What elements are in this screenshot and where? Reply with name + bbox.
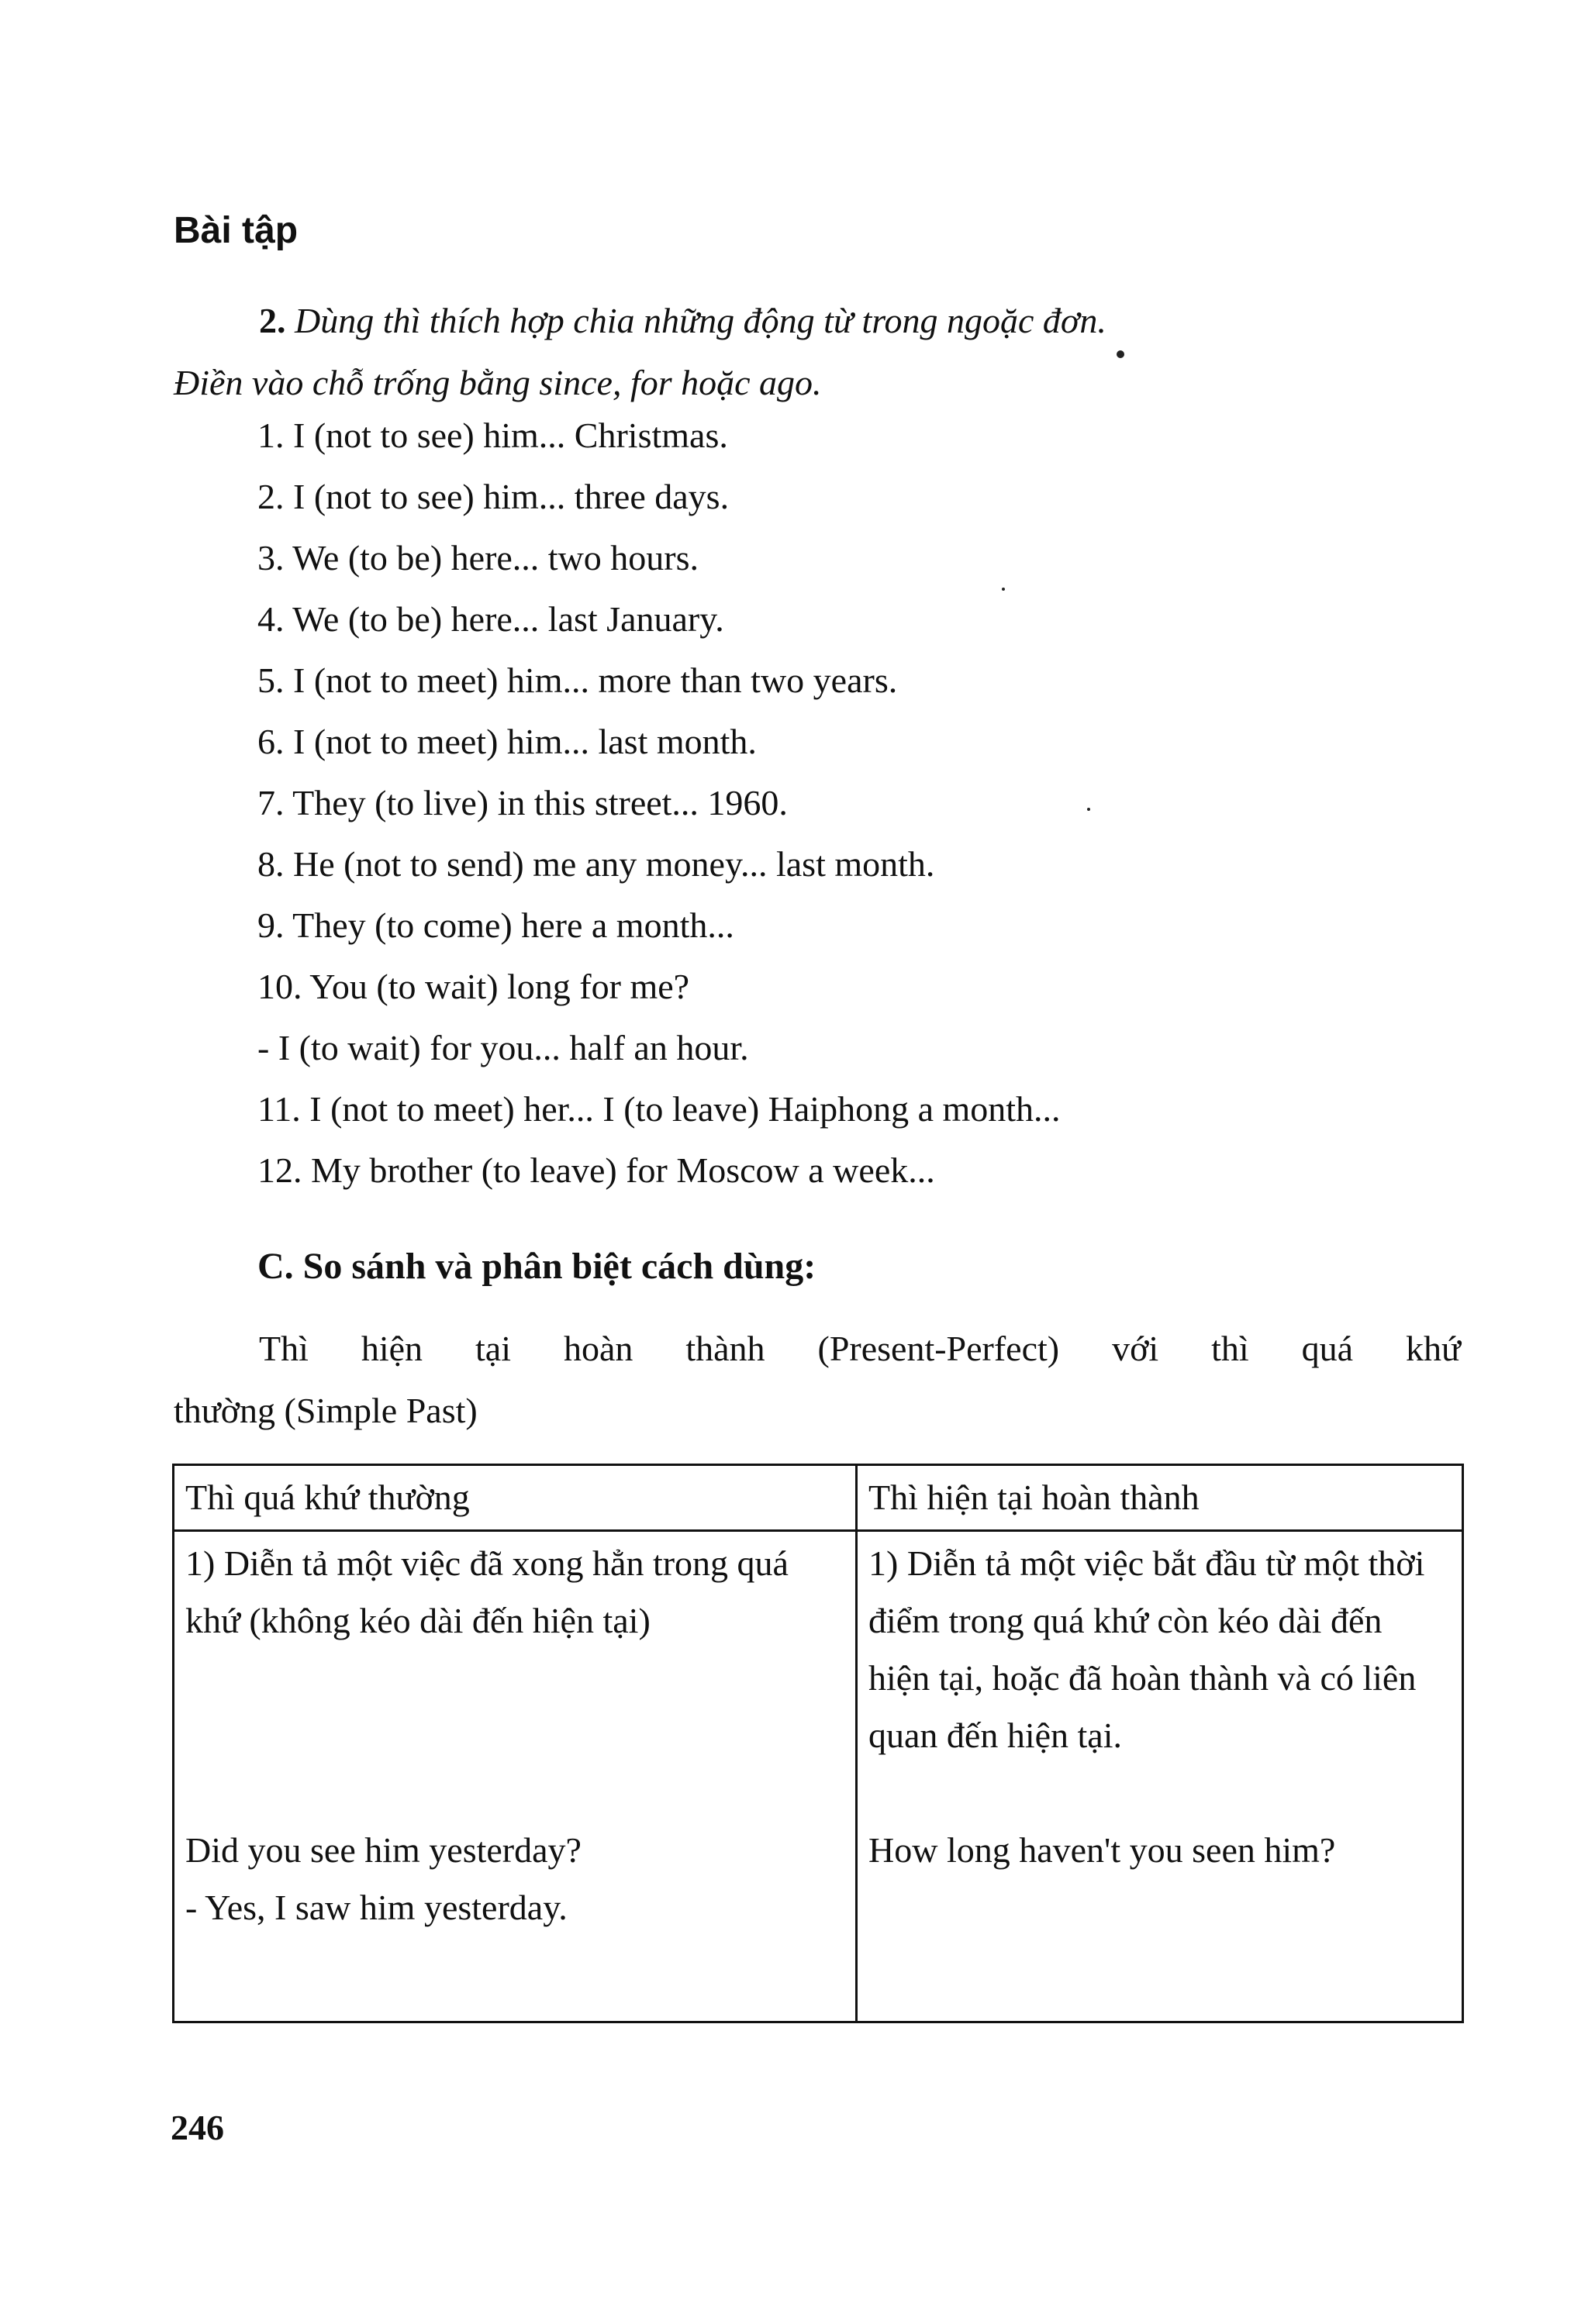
section-c-title: C. So sánh và phân biệt cách dùng: [257, 1246, 816, 1287]
simple-past-example-2: - Yes, I saw him yesterday. [185, 1888, 568, 1927]
simple-past-description: 1) Diễn tả một việc đã xong hẳn trong quá khứ (không kéo dài đến hiện tại) [185, 1543, 789, 1640]
header-simple-past: Thì quá khứ thường [174, 1465, 857, 1531]
exercise-item: 11. I (not to meet) her... I (to leave) Haiphong a month... [257, 1089, 1061, 1129]
table-row [174, 1531, 1463, 2022]
instruction-text-1: Dùng thì thích hợp chia những động từ trong ngoặc đơn. [295, 301, 1106, 340]
exercise-instruction [174, 290, 1461, 414]
print-speck [1117, 350, 1124, 358]
present-perfect-example-1: How long haven't you seen him? [868, 1830, 1336, 1870]
simple-past-example-1: Did you see him yesterday? [185, 1830, 582, 1870]
exercise-item: 6. I (not to meet) him... last month. [257, 722, 757, 761]
exercise-item: 1. I (not to see) him... Christmas. [257, 415, 728, 455]
header-present-perfect: Thì hiện tại hoàn thành [857, 1465, 1463, 1531]
instruction-line-1 [174, 290, 1461, 352]
exercise-item: 4. We (to be) here... last January. [257, 599, 724, 639]
simple-past-cell [174, 1531, 857, 2022]
exercise-item: 10. You (to wait) long for me? [257, 967, 690, 1006]
instruction-line-2: Điền vào chỗ trống bằng since, for hoặc ago. [174, 363, 822, 402]
present-perfect-cell [857, 1531, 1463, 2022]
print-speck [1002, 588, 1005, 591]
exercise-number: 2. [259, 301, 286, 340]
exercise-item: 8. He (not to send) me any money... last month. [257, 844, 935, 884]
exercise-item: 2. I (not to see) him... three days. [257, 477, 730, 516]
print-speck [1087, 808, 1090, 811]
exercise-item: 3. We (to be) here... two hours. [257, 538, 699, 578]
exercise-item: 12. My brother (to leave) for Moscow a week... [257, 1150, 935, 1190]
exercise-item: 5. I (not to meet) him... more than two years. [257, 660, 898, 700]
section-c-intro [174, 1318, 1461, 1442]
exercise-items [257, 405, 1467, 1201]
intro-line-2: thường (Simple Past) [174, 1391, 478, 1430]
table-header-row [174, 1465, 1463, 1531]
comparison-table [172, 1464, 1464, 2023]
page-number: 246 [171, 2108, 224, 2147]
exercise-item: 7. They (to live) in this street... 1960. [257, 783, 788, 822]
intro-line-1: Thì hiện tại hoàn thành (Present-Perfect) với thì quá khứ [259, 1329, 1461, 1368]
exercise-item: 9. They (to come) here a month... [257, 905, 734, 945]
present-perfect-description: 1) Diễn tả một việc bắt đầu từ một thời điểm trong quá khứ còn kéo dài đến hiện tại, hoặc đã hoàn thành và có liên quan đến hiện tại. [868, 1543, 1425, 1755]
exercise-item: - I (to wait) for you... half an hour. [257, 1028, 749, 1067]
exercise-heading: Bài tập [174, 210, 299, 251]
